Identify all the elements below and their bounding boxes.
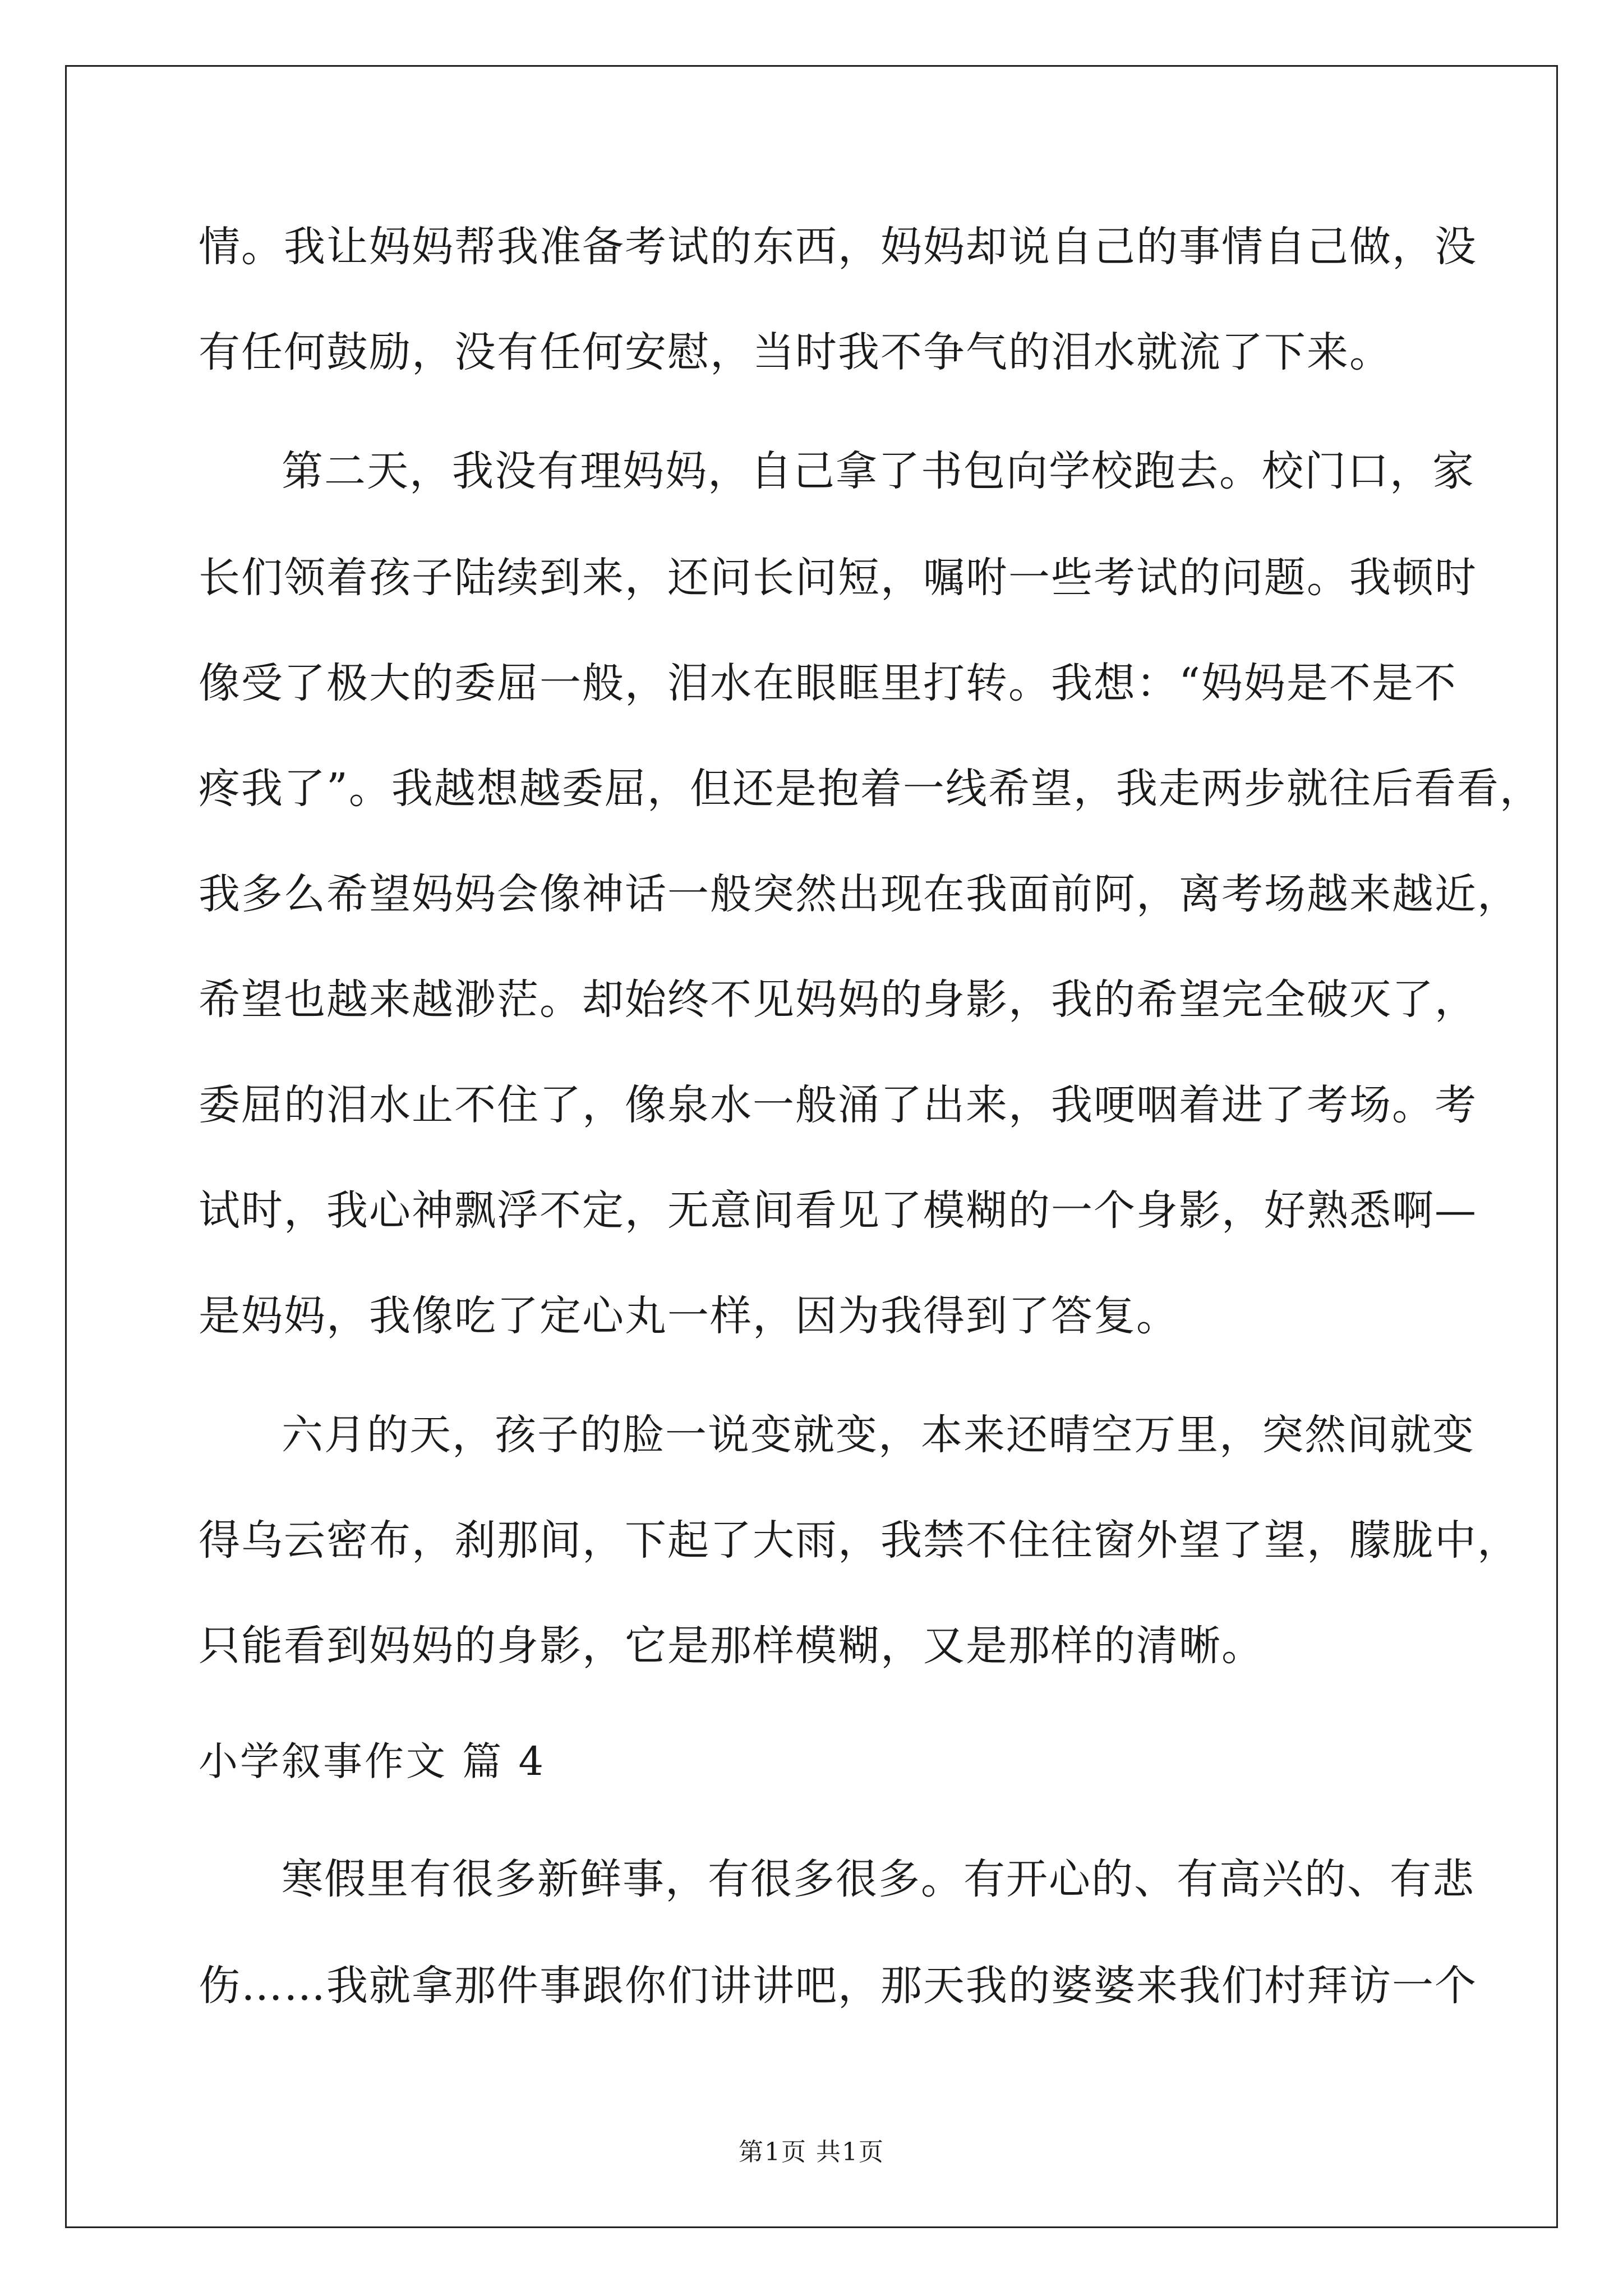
text-line: 我多么希望妈妈会像神话一般突然出现在我面前阿，离考场越来越近， xyxy=(199,870,1520,918)
text-line: 委屈的泪水止不住了，像泉水一般涌了出来，我哽咽着进了考场。考 xyxy=(199,1081,1477,1129)
text-line: 是妈妈，我像吃了定心丸一样，因为我得到了答复。 xyxy=(199,1292,1179,1340)
text-line: 情。我让妈妈帮我准备考试的东西，妈妈却说自己的事情自己做，没 xyxy=(199,223,1477,271)
paragraph-start-line: 第二天，我没有理妈妈，自己拿了书包向学校跑去。校门口，家 xyxy=(282,447,1475,495)
text-line: 有任何鼓励，没有任何安慰，当时我不争气的泪水就流了下来。 xyxy=(199,328,1392,376)
paragraph-start-line: 六月的天，孩子的脸一说变就变，本来还晴空万里，突然间就变 xyxy=(282,1411,1475,1459)
text-line: 疼我了”。我越想越委屈，但还是抱着一线希望，我走两步就往后看看， xyxy=(199,765,1542,813)
text-line: 试时，我心神飘浮不定，无意间看见了模糊的一个身影，好熟悉啊— xyxy=(199,1186,1477,1235)
text-line: 只能看到妈妈的身影，它是那样模糊，又是那样的清晰。 xyxy=(199,1622,1264,1670)
page-number-footer: 第1页 共1页 xyxy=(739,2138,884,2166)
text-line: 希望也越来越渺茫。却始终不见妈妈的身影，我的希望完全破灭了， xyxy=(199,976,1477,1024)
paragraph-start-line: 寒假里有很多新鲜事，有很多很多。有开心的、有高兴的、有悲 xyxy=(282,1855,1475,1903)
text-line: 伤……我就拿那件事跟你们讲讲吧，那天我的婆婆来我们村拜访一个 xyxy=(199,1962,1477,2010)
section-heading: 小学叙事作文 篇 4 xyxy=(199,1738,546,1784)
text-line: 得乌云密布，刹那间，下起了大雨，我禁不住往窗外望了望，朦胧中， xyxy=(199,1516,1520,1565)
text-line: 像受了极大的委屈一般，泪水在眼眶里打转。我想：“妈妈是不是不 xyxy=(199,659,1457,707)
text-line: 长们领着孩子陆续到来，还问长问短，嘱咐一些考试的问题。我顿时 xyxy=(199,554,1477,602)
